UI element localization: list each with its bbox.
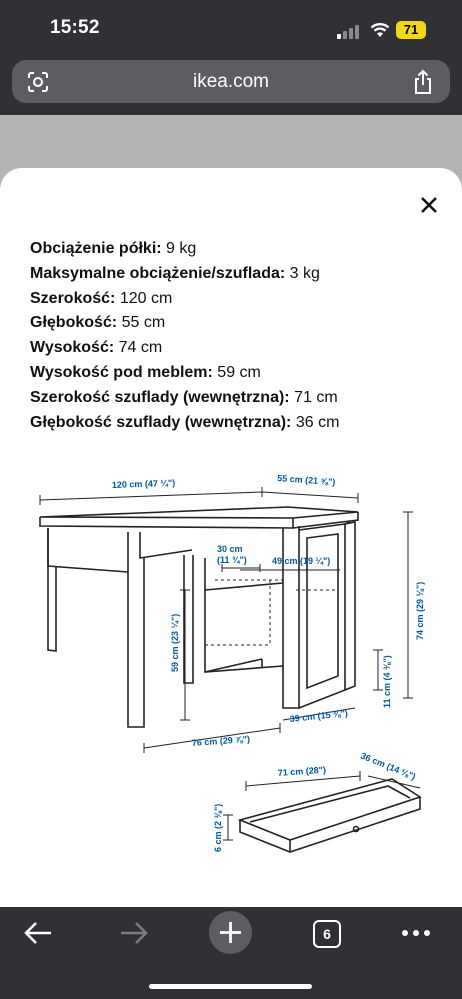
tab-switcher-button[interactable]: 6 (313, 920, 341, 948)
spec-label: Szerokość szuflady (wewnętrzna): (30, 388, 290, 406)
plus-icon (209, 911, 252, 954)
forward-arrow-icon[interactable] (118, 919, 150, 947)
specs-list (30, 237, 450, 435)
close-icon[interactable] (415, 191, 443, 219)
spec-label: Wysokość: (30, 339, 115, 357)
hidden-lines (205, 580, 338, 645)
back-arrow-icon[interactable] (22, 919, 54, 947)
desk-dimension-diagram (0, 440, 462, 900)
address-bar[interactable] (12, 60, 450, 103)
spec-value: 36 cm (291, 413, 340, 431)
dim-drawer-height-label: 6 cm (2 ⅜") (213, 803, 223, 852)
spec-label: Obciążenie półki: (30, 240, 162, 257)
dim-under-height-label: 59 cm (23 ¼") (170, 613, 180, 672)
spec-value: 3 kg (285, 264, 320, 282)
spec-value: 55 cm (117, 314, 166, 332)
dim-depth-label: 55 cm (21 ⅝") (276, 473, 336, 488)
spec-row (30, 287, 450, 312)
spec-label: Maksymalne obciążenie/szuflada: (30, 264, 286, 282)
spec-row (30, 262, 450, 287)
share-icon[interactable] (412, 69, 434, 95)
home-indicator[interactable] (149, 984, 312, 989)
battery-indicator: 71 (396, 21, 426, 39)
spec-row (30, 311, 450, 336)
dim-leg-span-label: 76 cm (29 ⅞") (191, 733, 251, 748)
spec-label: Głębokość szuflady (wewnętrzna): (30, 413, 292, 431)
dim-height-label: 74 cm (29 ⅛") (415, 581, 425, 640)
wifi-icon (370, 22, 390, 38)
spec-row (30, 361, 450, 386)
url-text[interactable]: ikea.com (192, 71, 270, 92)
dim-shelf-height-label: 11 cm (4 ⅜") (382, 655, 392, 708)
spec-value: 59 cm (212, 363, 261, 381)
dim-drawer-width-label: 71 cm (28") (277, 764, 327, 778)
spec-label: Szerokość: (30, 289, 116, 307)
spec-label: Wysokość pod meblem: (30, 363, 213, 381)
spec-label: Głębokość: (30, 314, 118, 332)
more-icon[interactable] (401, 928, 431, 938)
status-bar (0, 0, 462, 56)
clock: 15:52 (50, 17, 100, 38)
dim-drawer-opening-label: 30 cm (217, 544, 243, 554)
spec-row (30, 411, 450, 436)
spec-value: 120 cm (115, 289, 173, 307)
spec-row (30, 237, 450, 262)
spec-value: 71 cm (289, 388, 338, 406)
new-tab-button[interactable] (209, 911, 252, 954)
dim-shelf-width-label: 49 cm (19 ¼") (272, 556, 331, 566)
spec-value: 74 cm (114, 339, 163, 357)
spec-value: 9 kg (161, 240, 197, 257)
dim-drawer-opening-inch-label: (11 ¾") (217, 555, 247, 565)
cellular-signal-icon (337, 25, 361, 39)
spec-row (30, 336, 450, 361)
dim-inner-depth-label: 39 cm (15 ⅜") (289, 707, 349, 724)
dim-width-label: 120 cm (47 ¼") (111, 477, 176, 490)
desk-drawing (40, 507, 358, 727)
dim-drawer-depth-label: 36 cm (14 ⅛") (359, 750, 418, 782)
drawer-drawing (240, 779, 420, 852)
spec-row (30, 386, 450, 411)
